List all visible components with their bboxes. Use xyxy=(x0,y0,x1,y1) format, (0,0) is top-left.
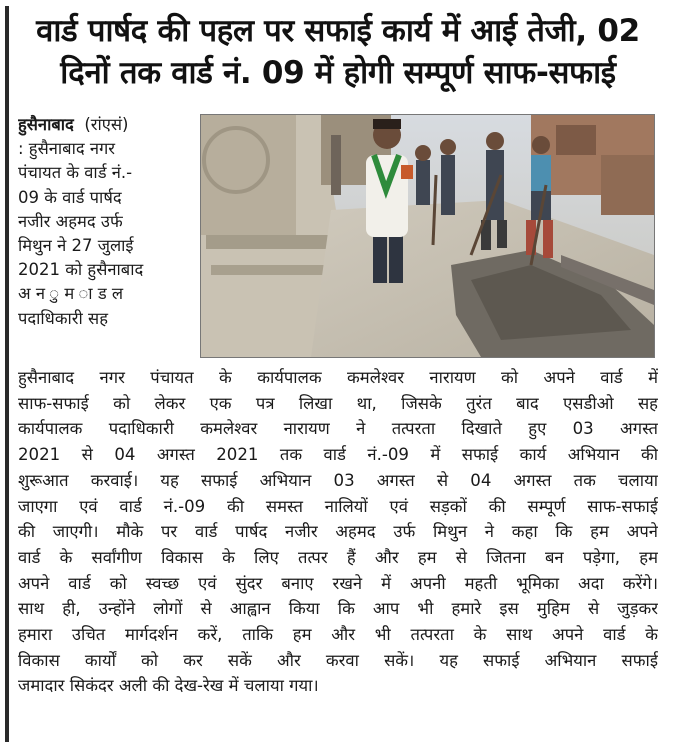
body-line: वार्ड के सर्वांगीण विकास के लिए तत्पर हैं और हम से जितना बन पड़ेगा, हम xyxy=(18,547,658,567)
body-line: अपने वार्ड को स्वच्छ एवं सुंदर बनाए रखने में अपनी महती भूमिका अदा करेंगे। xyxy=(18,573,658,593)
street-cleaning-photo-icon xyxy=(201,115,654,357)
dateline-column xyxy=(18,113,196,331)
column-rule xyxy=(5,6,9,742)
body-line: साथ ही, उन्होंने लोगों से आह्वान किया कि आप भी हमारे इस मुहिम से जुड़कर xyxy=(18,599,658,619)
dateline-line: मिथुन ने 27 जुलाई xyxy=(18,236,134,256)
headline-line-1: वार्ड पार्षद की पहल पर सफाई कार्य में आई तेजी, 02 xyxy=(36,13,640,49)
dateline-line: : हुसैनाबाद नगर xyxy=(18,139,116,159)
body-line: की जाएगी। मौके पर वार्ड पार्षद नजीर अहमद उर्फ मिथुन ने कहा कि हम अपने xyxy=(18,522,658,542)
body-line: 2021 से 04 अगस्त 2021 तक वार्ड नं.-09 में सफाई कार्य अभियान की xyxy=(18,445,658,465)
body-line: विकास कार्यों को कर सकें और करवा सकें। यह सफाई अभियान सफाई xyxy=(18,650,658,670)
headline xyxy=(18,10,658,94)
body-line: जमादार सिकंदर अली की देख-रेख में चलाया गया। xyxy=(18,676,319,696)
dateline-line: नजीर अहमद उर्फ xyxy=(18,211,123,231)
dateline-line: 2021 को हुसैनाबाद xyxy=(18,260,144,280)
body-line: जाएगा एवं वार्ड नं.-09 की समस्त नालियों एवं सड़कों की सम्पूर्ण साफ-सफाई xyxy=(18,496,658,516)
dateline-agency: (रांएसं) xyxy=(84,115,129,134)
body-line: कार्यपालक पदाधिकारी कमलेश्वर नारायण ने तत्परता दिखाते हुए 03 अगस्त xyxy=(18,419,658,439)
dateline-line: पंचायत के वार्ड नं.- xyxy=(18,163,133,183)
dateline-line: अ न ु म ा ड ल xyxy=(18,284,124,304)
news-photo xyxy=(200,114,655,358)
body-line: हमारा उचित मार्गदर्शन करें, ताकि हम और भी तत्परता के साथ अपने वार्ड के xyxy=(18,625,658,645)
dateline-line: पदाधिकारी सह xyxy=(18,308,108,328)
headline-line-2: दिनों तक वार्ड नं. 09 में होगी सम्पूर्ण साफ-सफाई xyxy=(60,55,616,91)
body-line: साफ-सफाई को लेकर एक पत्र लिखा था, जिसके तुरंत बाद एसडीओ सह xyxy=(18,393,658,413)
article-body xyxy=(18,365,658,699)
dateline-line: 09 के वार्ड पार्षद xyxy=(18,187,122,207)
body-line: शुरूआत करवाई। यह सफाई अभियान 03 अगस्त से 04 अगस्त तक चलाया xyxy=(18,470,658,490)
body-line: हुसैनाबाद नगर पंचायत के कार्यपालक कमलेश्वर नारायण को अपने वार्ड में xyxy=(18,368,658,387)
dateline-place-line xyxy=(18,113,196,137)
dateline-place: हुसैनाबाद xyxy=(18,115,74,134)
